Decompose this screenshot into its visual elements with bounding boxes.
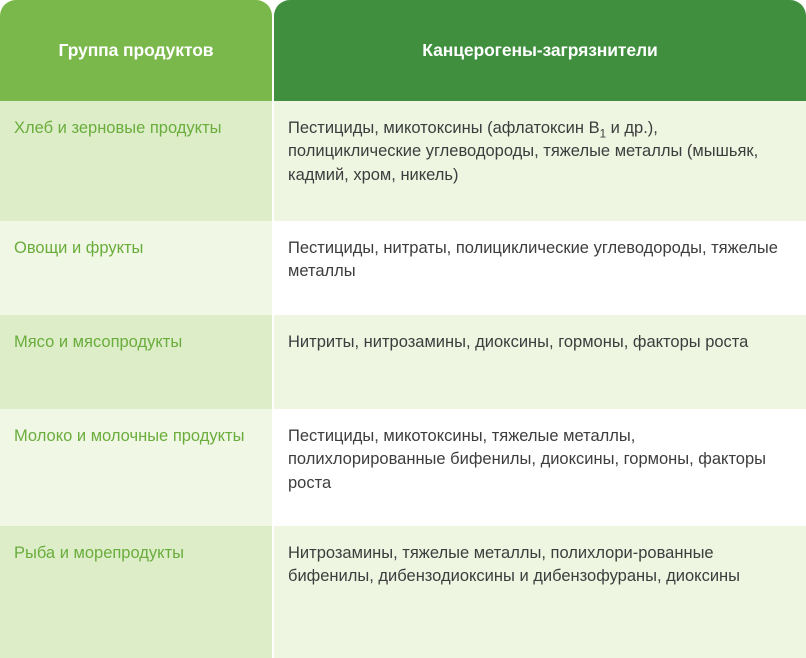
- row-group-cell: [0, 221, 272, 315]
- row-contaminants-text: Пестициды, нитраты, полициклические углеводороды, тяжелые металлы: [288, 239, 778, 281]
- row-group-cell: [0, 101, 272, 221]
- table-row: [0, 221, 806, 315]
- row-contaminants-text: Нитриты, нитрозамины, диоксины, гормоны, факторы роста: [288, 333, 749, 351]
- row-contaminants-cell: [274, 315, 806, 409]
- row-contaminants-text-post: и др.), полициклические углеводороды, тяжелые металлы (мышьяк, кадмий, хром, никель): [288, 119, 759, 184]
- row-contaminants-cell: [274, 101, 806, 221]
- row-group-cell: [0, 315, 272, 409]
- column-header-group: [0, 0, 272, 101]
- table-row: [0, 409, 806, 526]
- row-contaminants-text: Пестициды, микотоксины, тяжелые металлы, полихлорированные бифенилы, диоксины, гормоны, факторы роста: [288, 427, 767, 492]
- row-contaminants-cell: [274, 221, 806, 315]
- subscript-one: 1: [599, 128, 607, 141]
- table-row: [0, 315, 806, 409]
- column-header-contaminants-label: Канцерогены-загрязнители: [422, 40, 658, 60]
- column-header-group-label: Группа продуктов: [58, 40, 214, 60]
- row-group-cell: [0, 409, 272, 526]
- row-group-label: Мясо и мясопродукты: [14, 333, 183, 351]
- table-row: [0, 101, 806, 221]
- row-contaminants-cell: [274, 409, 806, 526]
- row-group-label: Овощи и фрукты: [14, 239, 144, 257]
- row-group-label: Молоко и молочные продукты: [14, 427, 245, 445]
- table-header-row: [0, 0, 806, 101]
- column-header-contaminants: [274, 0, 806, 101]
- row-group-cell: [0, 526, 272, 658]
- row-contaminants-cell: [274, 526, 806, 658]
- row-contaminants-text-pre: Пестициды, микотоксины (афлатоксин B: [288, 119, 600, 137]
- row-contaminants-text: Нитрозамины, тяжелые металлы, полихлори-рованные бифенилы, дибензодиоксины и дибензофураны, диоксины: [288, 544, 741, 586]
- row-group-label: Хлеб и зерновые продукты: [14, 119, 222, 137]
- row-group-label: Рыба и морепродукты: [14, 544, 184, 562]
- table-row: [0, 526, 806, 658]
